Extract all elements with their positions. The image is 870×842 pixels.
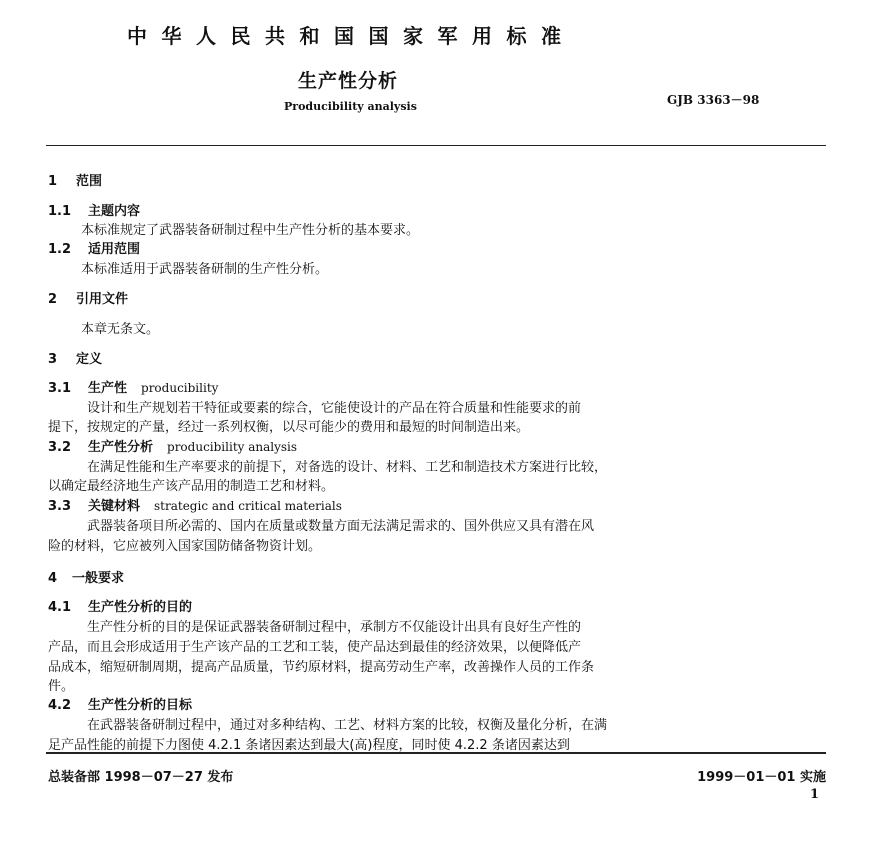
paragraph-line: 足产品性能的前提下力图使 4.2.1 条诸因素达到最大(高)程度，同时使 4.2.2 条诸因素达到 xyxy=(48,738,570,753)
section-title: 范围 xyxy=(76,174,103,189)
section-heading-1-2 xyxy=(48,238,140,257)
section-number: 4.2 xyxy=(48,698,72,713)
section-title: 生产性分析的目的 xyxy=(88,600,193,615)
paragraph-line: 产品，而且会形成适用于生产该产品的工艺和工装，使产品达到最佳的经济效果，以便降低产 xyxy=(48,640,582,655)
section-title: 适用范围 xyxy=(88,242,141,257)
paragraph: 本章无条文。 xyxy=(81,322,160,337)
section-title: 生产性分析 xyxy=(88,440,154,455)
paragraph-line: 提下，按规定的产量，经过一系列权衡，以尽可能少的费用和最短的时间制造出来。 xyxy=(48,420,530,435)
effective-date: 1999－01－01 实施 xyxy=(697,770,826,785)
document-title-en: Producibility analysis xyxy=(284,100,417,113)
section-number: 1.2 xyxy=(48,242,72,257)
section-number: 2 xyxy=(48,292,58,307)
term-english: producibility xyxy=(141,381,219,395)
section-number: 3.1 xyxy=(48,381,72,396)
paragraph-line: 武器装备项目所必需的、国内在质量或数量方面无法满足需求的、国外供应又具有潜在风 xyxy=(87,519,595,534)
section-title: 生产性分析的目标 xyxy=(88,698,193,713)
country-standard-heading: 中华人民共和国国家军用标准 xyxy=(127,24,576,48)
paragraph-line: 以确定最经济地生产该产品用的制造工艺和材料。 xyxy=(48,479,335,494)
standard-code: GJB 3363－98 xyxy=(667,93,760,107)
page-number: 1 xyxy=(810,787,820,802)
footer-rule xyxy=(46,752,826,754)
header-rule xyxy=(46,145,826,146)
paragraph: 本标准规定了武器装备研制过程中生产性分析的基本要求。 xyxy=(81,223,420,238)
section-title: 引用文件 xyxy=(76,292,129,307)
section-heading-3-2 xyxy=(48,436,297,455)
section-heading-3-1 xyxy=(48,377,218,396)
section-heading-4-1 xyxy=(48,596,192,615)
section-number: 1 xyxy=(48,174,58,189)
section-number: 3 xyxy=(48,352,58,367)
section-number: 4.1 xyxy=(48,600,72,615)
section-title: 生产性 xyxy=(88,381,128,396)
paragraph: 本标准适用于武器装备研制的生产性分析。 xyxy=(81,262,329,277)
term-english: producibility analysis xyxy=(167,440,298,454)
section-heading-3 xyxy=(48,348,102,367)
paragraph-line: 在满足性能和生产率要求的前提下，对备选的设计、材料、工艺和制造技术方案进行比较， xyxy=(87,460,608,475)
paragraph-line: 在武器装备研制过程中，通过对多种结构、工艺、材料方案的比较，权衡及量化分析，在满 xyxy=(87,718,608,733)
term-english: strategic and critical materials xyxy=(154,499,342,513)
section-title: 一般要求 xyxy=(72,571,125,586)
section-title: 关键材料 xyxy=(88,499,141,514)
section-heading-3-3 xyxy=(48,495,342,514)
section-heading-4-2 xyxy=(48,694,192,713)
paragraph-line: 生产性分析的目的是保证武器装备研制过程中，承制方不仅能设计出具有良好生产性的 xyxy=(87,620,582,635)
section-heading-4 xyxy=(48,567,124,586)
section-number: 3.2 xyxy=(48,440,72,455)
section-number: 4 xyxy=(48,571,58,586)
paragraph-line: 品成本，缩短研制周期，提高产品质量，节约原材料，提高劳动生产率，改善操作人员的工作条 xyxy=(48,660,595,675)
section-title: 定义 xyxy=(76,352,103,367)
issue-date: 总装备部 1998－07－27 发布 xyxy=(48,770,234,785)
paragraph-line: 设计和生产规划若干特征或要素的综合，它能使设计的产品在符合质量和性能要求的前 xyxy=(87,401,582,416)
section-number: 3.3 xyxy=(48,499,72,514)
paragraph-line: 件。 xyxy=(48,679,75,694)
section-heading-1 xyxy=(48,170,102,189)
section-title: 主题内容 xyxy=(88,204,141,219)
section-number: 1.1 xyxy=(48,204,72,219)
paragraph-line: 险的材料，它应被列入国家国防储备物资计划。 xyxy=(48,539,322,554)
section-heading-1-1 xyxy=(48,200,140,219)
document-title-cn: 生产性分析 xyxy=(298,70,399,92)
section-heading-2 xyxy=(48,288,128,307)
